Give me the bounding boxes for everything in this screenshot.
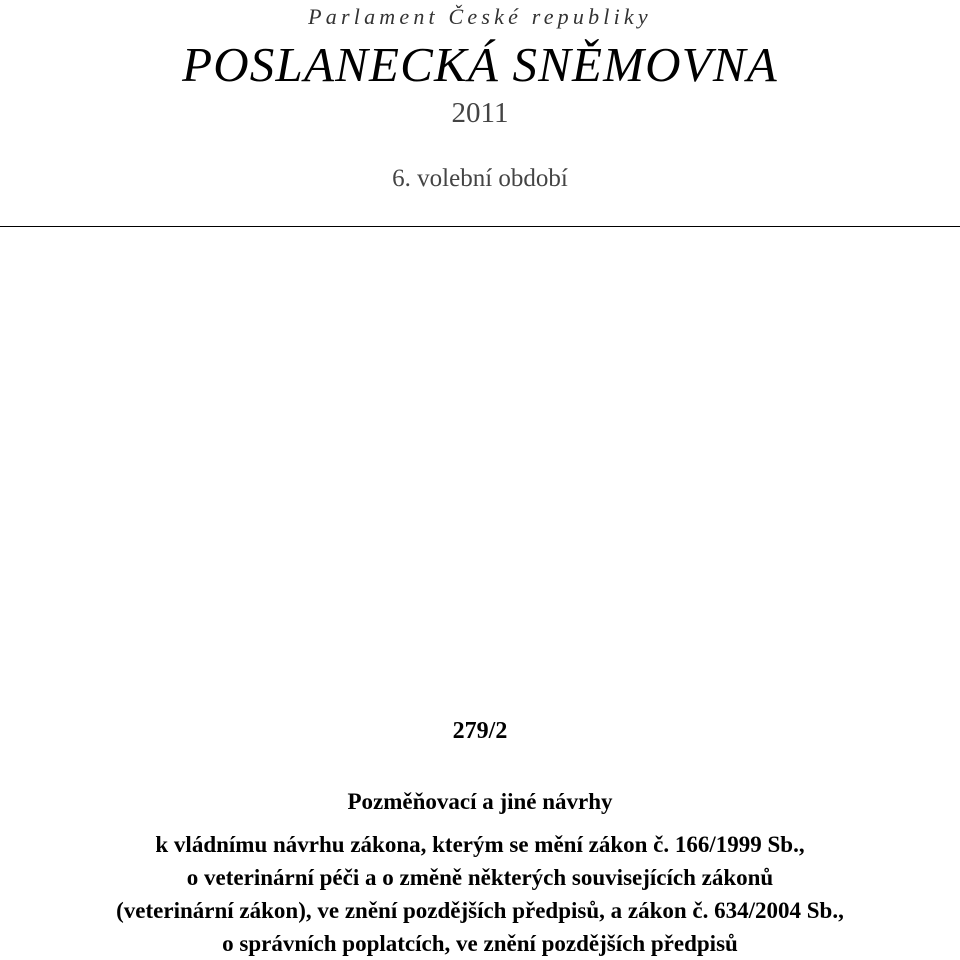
parliament-name: Parlament České republiky: [308, 4, 652, 29]
subject-line: (veterinární zákon), ve znění pozdějších předpisů, a zákon č. 634/2004 Sb.,: [116, 898, 844, 923]
document-title: Pozměňovací a jiné návrhy: [347, 789, 613, 814]
header-divider: [0, 226, 960, 227]
chamber-name: POSLANECKÁ SNĚMOVNA: [182, 37, 778, 92]
subject-line: o veterinární péči a o změně některých souvisejících zákonů: [186, 865, 774, 890]
print-number: 279/2: [452, 718, 508, 744]
electoral-term: 6. volební období: [392, 165, 568, 192]
subject-line: o správních poplatcích, ve znění pozdějších předpisů: [222, 931, 738, 956]
document-subject: [0, 828, 960, 960]
subject-line: k vládnímu návrhu zákona, kterým se mění zákon č. 166/1999 Sb.,: [155, 832, 805, 857]
year: 2011: [451, 97, 509, 129]
